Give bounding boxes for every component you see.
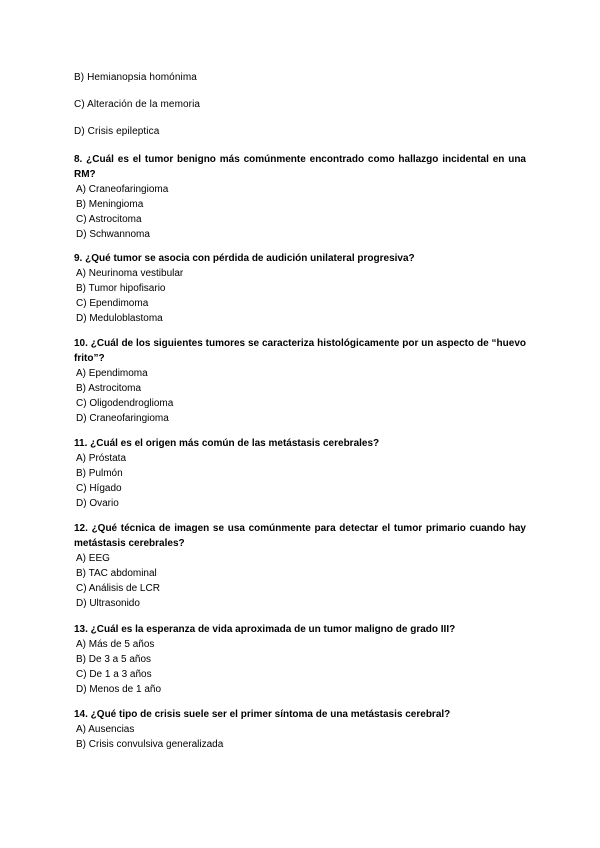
question-9 xyxy=(74,251,526,326)
question-11-option-b: B) Pulmón xyxy=(76,468,123,479)
question-8-option-b: B) Meningioma xyxy=(76,199,144,210)
question-8-option-c: C) Astrocitoma xyxy=(76,214,142,225)
question-14-options xyxy=(74,722,526,752)
question-12-option-b: B) TAC abdominal xyxy=(76,568,157,579)
question-10-option-a: A) Ependimoma xyxy=(76,368,148,379)
question-13 xyxy=(74,622,526,697)
question-12-title: 12. ¿Qué técnica de imagen se usa comúnmente para detectar el tumor primario cuando hay metástasis cerebrales? xyxy=(74,523,526,549)
question-10-options xyxy=(74,366,526,426)
question-10 xyxy=(74,336,526,426)
question-8-title: 8. ¿Cuál es el tumor benigno más comúnmente encontrado como hallazgo incidental en una RM? xyxy=(74,154,526,180)
question-9-option-a: A) Neurinoma vestibular xyxy=(76,268,184,279)
question-13-title: 13. ¿Cuál es la esperanza de vida aproximada de un tumor maligno de grado III? xyxy=(74,624,456,635)
question-13-option-b: B) De 3 a 5 años xyxy=(76,654,152,665)
question-9-title: 9. ¿Qué tumor se asocia con pérdida de audición unilateral progresiva? xyxy=(74,253,415,264)
question-14-title: 14. ¿Qué tipo de crisis suele ser el primer síntoma de una metástasis cerebral? xyxy=(74,709,451,720)
question-9-option-b: B) Tumor hipofisario xyxy=(76,283,166,294)
question-8 xyxy=(74,152,526,242)
question-13-option-d: D) Menos de 1 año xyxy=(76,684,162,695)
question-9-options xyxy=(74,266,526,326)
question-14-option-a: A) Ausencias xyxy=(76,724,135,735)
q7-option-b: B) Hemianopsia homónima xyxy=(74,72,197,83)
question-11-option-a: A) Próstata xyxy=(76,453,127,464)
question-11-option-c: C) Hígado xyxy=(76,483,122,494)
question-11-option-d: D) Ovario xyxy=(76,498,119,509)
question-14 xyxy=(74,707,526,752)
question-13-options xyxy=(74,637,526,697)
q7-option-c: C) Alteración de la memoria xyxy=(74,99,201,110)
question-10-option-b: B) Astrocitoma xyxy=(76,383,142,394)
question-10-title: 10. ¿Cuál de los siguientes tumores se caracteriza histológicamente por un aspecto de “huevo frito”? xyxy=(74,338,526,364)
question-8-option-a: A) Craneofaringioma xyxy=(76,184,169,195)
question-11 xyxy=(74,436,526,511)
question-8-options xyxy=(74,182,526,242)
question-9-option-d: D) Meduloblastoma xyxy=(76,313,163,324)
question-13-option-c: C) De 1 a 3 años xyxy=(76,669,152,680)
q7-option-d: D) Crisis epileptica xyxy=(74,126,160,137)
question-12 xyxy=(74,521,526,611)
question-13-option-a: A) Más de 5 años xyxy=(76,639,155,650)
question-10-option-d: D) Craneofaringioma xyxy=(76,413,169,424)
question-12-option-c: C) Análisis de LCR xyxy=(76,583,160,594)
question-10-option-c: C) Oligodendroglioma xyxy=(76,398,174,409)
question-9-option-c: C) Ependimoma xyxy=(76,298,149,309)
question-8-option-d: D) Schwannoma xyxy=(76,229,150,240)
question-12-option-d: D) Ultrasonido xyxy=(76,598,140,609)
question-12-options xyxy=(74,551,526,611)
question-11-title: 11. ¿Cuál es el origen más común de las metástasis cerebrales? xyxy=(74,438,380,449)
question-12-option-a: A) EEG xyxy=(76,553,110,564)
question-14-option-b: B) Crisis convulsiva generalizada xyxy=(76,739,224,750)
question-11-options xyxy=(74,451,526,511)
